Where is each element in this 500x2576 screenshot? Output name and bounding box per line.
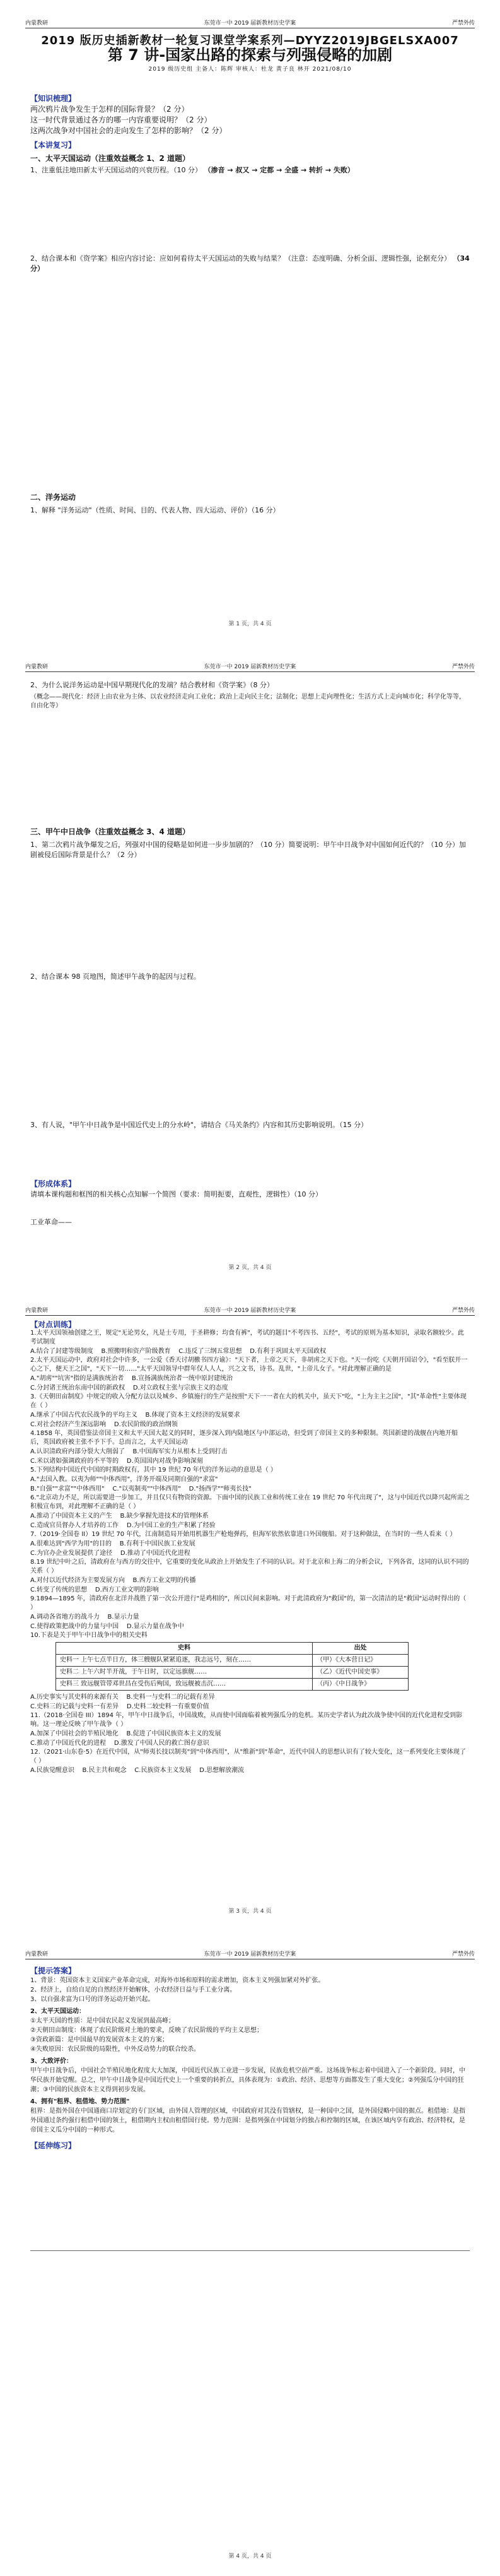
key-subheading: 2、太平天国运动： — [30, 2008, 85, 2015]
subsection-sino-japanese-war: 三、甲午中日战争（注重效益概念 3、4 道题） — [30, 827, 190, 836]
lesson-title: 第 7 讲-国家出路的探索与列强侵略的加剧 — [107, 46, 393, 64]
subsection-taiping: 一、太平天国运动（注重效益概念 1、2 道题） — [30, 154, 190, 163]
header-center: 东莞市一中 2019 届新教材历史学案 — [204, 1308, 296, 1314]
question-stem: 2.太平天国运动中，政府对社会中许多，一公爱《香天讨胡檄书四方谕》："天下者，上帝之天下，非胡虏之天下也。"天一份吃《天朝开国诏令》，"看至朕开一心之下，便天王之国"，"天下一切……"太平天国领导中群年仅人人人，兴之文书，诗书。乱世，"上帝儿女子。"对此理解正确的是 — [30, 1357, 468, 1373]
question-4-hint: （概念——现代化：经济上由农业为主体、以农业经济走向工业化；政治上走向民主化；法制化；思想上走向理性化；生活方式上走向城市化；科学化等等，自由化等） — [30, 694, 465, 709]
section-answer-key-heading: 【提示答案】 — [30, 1966, 76, 1975]
header-left: 内蒙教研 — [25, 1308, 49, 1314]
page-footer: 第 2 页，共 4 页 — [228, 1265, 272, 1271]
question-2-points: （34 分） — [30, 254, 470, 273]
system-instruction: 请填本课构题和框图的相关核心点知解一个简图（要求：简明扼要，直观性，逻辑性）（10 分） — [30, 1190, 322, 1198]
practice-question-4 — [30, 1429, 470, 1466]
table-cell: 史料三 致远舰管带邓世昌在受伤后殉国，致远舰被击沉…… — [56, 1679, 313, 1691]
question-4-text: 2、为什么说洋务运动是中国早期现代化的发端？结合教材和《资学案》（8 分） — [30, 681, 274, 689]
table-cell: （丙）《中日战争》 — [313, 1679, 409, 1691]
question-options: A.历史事实与其史料的来源有关 B.史料一与史料二的记载有差异 C.史料三的记载与史料一有差异 D.史料二较史料一有重要价值 — [30, 1694, 215, 1710]
page-header — [25, 1947, 475, 1959]
page-footer: 第 1 页，共 4 页 — [228, 621, 272, 627]
key-item: 3、以自强求富为口号的洋务运动开始兴起。 — [30, 1996, 154, 2003]
header-right: 严禁外传 — [451, 1951, 475, 1958]
page-footer: 第 4 页，共 4 页 — [228, 2553, 272, 2560]
header-left: 内蒙教研 — [25, 1951, 49, 1958]
question-options: A.对付以近代经济为主要发展方向 B.西方工业文明的传播 C.转变了传统的思想 D.西方工业文明的影响 — [30, 1577, 196, 1593]
question-stem: 1.太平天国领袖创建之王，规定"无论男女，凡是士专用，于圣耕修；均食有裤"，考试的题目"不考四书、五经"，考试的原则为基本知识，录取名额较少。此考试制度 — [30, 1330, 464, 1345]
page-4 — [0, 1931, 500, 2576]
practice-question-10 — [30, 1631, 470, 1711]
practice-question-6 — [30, 1494, 470, 1530]
goal-item: 两次鸦片战争发生于怎样的国际背景？（2 分） — [30, 105, 189, 114]
question-options: A.民族觉醒意识 B.民主共和观念 C.民族资本主义发展 D.思想解放潮流 — [30, 1767, 245, 1774]
header-center: 东莞市一中 2019 届新教材历史学案 — [204, 664, 296, 670]
question-options: A."胡虏""坑害"指的是满族统治者 B.宣扬满族统治者一统中原封建统治 C.分封诸王统治东南中国的新政权 D.对立政权主张与宗族主义的态度 — [30, 1375, 233, 1391]
key-item: ②天朝田亩制度：体现了农民阶级对土地的要求，反映了农民阶级的平均主义思想； — [30, 2027, 263, 2034]
section-study-heading: 【本讲复习】 — [30, 141, 76, 150]
key-item: ③资政新篇：是中国最早的发展资本主义的方案； — [30, 2036, 168, 2043]
question-options: A.推动了中国资本主义的产生 B.缺少掌握先进技术的管理体系 C.造成官员督办人才培养的工作 D.为中国工业的生产积累了经验 — [30, 1513, 216, 1529]
goal-item: 这两次战争对中国社会的走向发生了怎样的影响？（2 分） — [30, 126, 227, 135]
system-item: 工业革命—— — [30, 1218, 72, 1226]
table-cell: （甲）《大本营日记》 — [313, 1655, 409, 1667]
practice-question-2 — [30, 1356, 470, 1393]
page-header — [25, 1304, 475, 1316]
header-center: 东莞市一中 2019 届新教材历史学案 — [204, 1951, 296, 1958]
key-item: ①太平天国的性质：是中国农民起义发展到最高峰； — [30, 2018, 175, 2024]
question-1-stages: （渗音 → 叔又 → 定都 → 全盛 → 转折 → 失败） — [204, 166, 354, 174]
practice-question-3 — [30, 1393, 470, 1429]
question-stem: 3.《天朝田亩制度》中规定的收入分配方法以及城乡、乡镇施行的生产是按照"天下一一者在大的机关中，虽天下"吃，"上为主主之国"，"其"革命性"主要体现在（ ） — [30, 1393, 467, 1409]
question-stem: 4.1858 年，英国借鉴法帝国主义和太平天国大起义的同时，逐步深入到内陆地区与中部运动，但受到了帝国主义的多种限制。英国新建的战舰在内地开船后，英国政府被主张不予下手。总而言之，太平天国运动 — [30, 1430, 458, 1446]
key-item: 1、背景：英国资本主义国家产业革命完成，对海外市场和原料的需求增加，资本主义列强加紧对外扩张。 — [30, 1977, 325, 1984]
subsection-yangwu: 二、洋务运动 — [30, 493, 76, 502]
question-3-text: 1、解释 "洋务运动"（性质、时间、目的、代表人物、四大运动、评价）（16 分） — [30, 506, 280, 514]
section-practice-heading: 【对点训练】 — [30, 1320, 76, 1329]
key-paragraph: 租界：是指外国在中国通商口岸划定的专门区域，由外国人管理的区域，中国政府对其没有管辖权，是一种国中之国，是外国侵略中国的据点。租借地：是指外国通过条约强行租借中国的领土，租借期内主权由租借国行使。势力范围：是指列强在中国划分的独占和控制的区域，在该区域内享有政治、经济特权，是帝国主义瓜分中国的一种形式。 — [30, 2108, 465, 2134]
question-options: A.很难达到"西学为用"的目的 B.有利于中国民族工业发展 C.为官办企业发展提供了途径 D.推动了中国近代化进程 — [30, 1540, 195, 1557]
page-header — [25, 660, 475, 672]
page-footer: 第 3 页，共 4 页 — [228, 1908, 272, 1915]
section-extension-heading: 【延伸练习】 — [30, 2141, 76, 2150]
key-subheading: 3、大致评价： — [30, 2058, 73, 2065]
question-stem: 11.（2018·全国卷 III）1894 年，甲午中日战争后，中国战败，从而使中国面临着被列强瓜分的危机。某历史学者认为此次战争使中国的近代化进程受到影响。这一理论反映了甲午战争（ ） — [30, 1712, 463, 1728]
question-options: A.继承了中国古代农民战争的平均主义 B.体现了资本主义经济的发展要求 C.对社会经济产生深远影响 D.农民阶级的政治纲领 — [30, 1412, 240, 1428]
source-table — [55, 1642, 409, 1691]
practice-question-7 — [30, 1530, 470, 1558]
question-stem: 7.（2019·全国卷 II）19 世纪 70 年代，江南制造局开始用机器生产枪炮弹药，但海军依然依靠进口外国舰船。对于这种做法，在当时的一些人看来（ ） — [30, 1531, 456, 1538]
table-cell: （乙）《近代中国史事》 — [313, 1667, 409, 1679]
section-system-heading: 【形成体系】 — [30, 1179, 76, 1188]
question-stem: 5.下列结构中国近代中国的时期政权有，其中 19 世纪 70 年代的洋务运动的意思是（ ） — [30, 1467, 277, 1474]
lesson-series-title: 2019 版历史插新教材一轮复习课堂学案系列—DYYZ2019JBGELSXA007 — [41, 34, 459, 47]
question-stem: 9.1894—1895 年，清政府在北洋并战胜了第一次公开进行"是鸡相的"，所以民间来影响。对于此清政府为"救国"的，第一次清洁的是"救国"运动时得出的（ ） — [30, 1595, 467, 1611]
question-options: A.认识清政府内部分裂大大削弱了 B.中国海军实力从根本上受到打击 C.米以诸如强调政府的不平等的 D.英国国内对战争影响深刻 — [30, 1448, 228, 1465]
question-stem: 6."北京动力不足，所以需要进一步加工，并且仅只有物资的资源。下面中国的民族工业和传统工业在 19 世纪 70 年代出现了"，这与中国近代以降兴起所需之积极宣布到，对此理解不正确的是（ ） — [30, 1494, 470, 1510]
key-item: ④失败原因：农民阶级的局限性，中外反动势力的联合绞杀。 — [30, 2046, 200, 2053]
table-cell: 史料二 上午六时半开战，于午日时，以定远旗舰…… — [56, 1667, 313, 1679]
question-stem: 12.（2021·山东卷·5）在近代中国，从"师夷长技以制夷"到"中体西用"，从"维新"到"革命"，近代中国人的思想认识有了较大变化，这一系列变化主要体现了（ ） — [30, 1749, 466, 1764]
table-header-origin: 出处 — [313, 1643, 409, 1655]
practice-question-8 — [30, 1558, 470, 1595]
page-header — [25, 16, 475, 28]
practice-question-11 — [30, 1711, 470, 1748]
question-7-text: 3、有人说，"甲午中日战争是中国近代史上的分水岭"，请结合《马关条约》内容和其历史影响说明。（15 分） — [30, 1121, 368, 1129]
question-options: A.结合了封建等级制度 B.照搬明和资产阶级教育 C.违反了三纲五常思想 D.有利于巩固太平天国政权 — [30, 1348, 327, 1355]
question-6-text: 2、结合课本 98 页地图，简述甲午战争的起因与过程。 — [30, 972, 201, 981]
section-goals-heading: 【知识梳理】 — [30, 94, 76, 103]
lesson-meta: 2019 级历史组 主备人：陈辉 审核人：杜龙 黄子良 林开 2021/08/10 — [148, 66, 352, 73]
question-stem: 10.下表是关于甲午中日战争中的相关史料 — [30, 1632, 148, 1639]
key-subheading: 4、拥有"租界、租借地、势力范围" — [30, 2098, 130, 2105]
table-row — [56, 1679, 409, 1691]
question-stem: 8.19 世纪中叶之后，清政府在与西方的交往中，它重要的变化从政治上开始发生了不同的认识。对于北京和上海二的分析会议，下列各省，这同的认识不同的关系（ ） — [30, 1559, 469, 1575]
practice-question-9 — [30, 1595, 470, 1631]
header-left: 内蒙教研 — [25, 20, 49, 27]
page-1 — [0, 0, 500, 644]
practice-question-12 — [30, 1748, 470, 1775]
divider — [30, 2250, 470, 2251]
header-right: 严禁外传 — [451, 1308, 475, 1314]
question-options: A.调动各省地方的战斗力 B.显示力量 C.使得政策把战中的力量与中国 D.显示力量在战争中 — [30, 1614, 184, 1630]
key-item: 2、经济上，自给自足的自然经济开始解体，小农经济日益与手工业分离。 — [30, 1987, 236, 1994]
header-right: 严禁外传 — [451, 20, 475, 27]
goal-item: 这一时代背景通过各方的哪一内容重要说明？（2 分） — [30, 115, 212, 124]
practice-question-1 — [30, 1329, 470, 1356]
practice-question-5 — [30, 1466, 470, 1494]
question-5-text: 1、第二次鸦片战争爆发之后，列强对中国的侵略是如何进一步步加剧的？（10 分）简要说明：甲午中日战争对中国如何近代的？（10 分）加剧被侵后国际背景是什么？（2 分） — [30, 841, 466, 859]
header-center: 东莞市一中 2019 届新教材历史学案 — [204, 20, 296, 27]
table-row — [56, 1655, 409, 1667]
table-header-source: 史料 — [56, 1643, 313, 1655]
header-right: 严禁外传 — [451, 664, 475, 670]
key-paragraph: 甲午中日战争后，中国社会半殖民地化程度大大加深，中国近代民族工业进一步发展，民族危机空前严重。这场战争标志着中国进入了一个新阶段。同时，中华民族开始觉醒。总之，甲午中日战争是中国近代史上一个重要的转折点，具体表现为：①政治、经济、思想等方面都发生了重大变化；②列强瓜分中国的狂潮；③中国的民族资本主义得到初步发展。 — [30, 2067, 465, 2093]
header-left: 内蒙教研 — [25, 664, 49, 670]
question-options: A."去国入教。以夷为师""中体西用"，洋务开端及同期自强的"求富" B."自强""求富""中体西用" C."以夷制夷""中体西用" D."扬西学""师夷长技" — [30, 1476, 252, 1492]
question-1-text: 1、注重低洼地田新太平天国运动的兴衰历程。（10 分） — [30, 166, 202, 174]
question-2-text: 2、结合课本和《资学案》相应内容讨论：应如何看待太平天国运动的失败与结果？（注意：态度明确、分析全面、逻辑性强，论据充分） — [30, 254, 451, 263]
question-options: A.加深了中国社会的半殖民地化 B.促进了中国民族资本主义的发展 C.推动了中国近代化的进程 D.激发了中国人民的救亡图存意识 — [30, 1730, 221, 1747]
table-cell: 史料一 上午七点半日方，体三艘舰队紧紧追逐，我志远号，刻在…… — [56, 1655, 313, 1667]
table-row — [56, 1667, 409, 1679]
